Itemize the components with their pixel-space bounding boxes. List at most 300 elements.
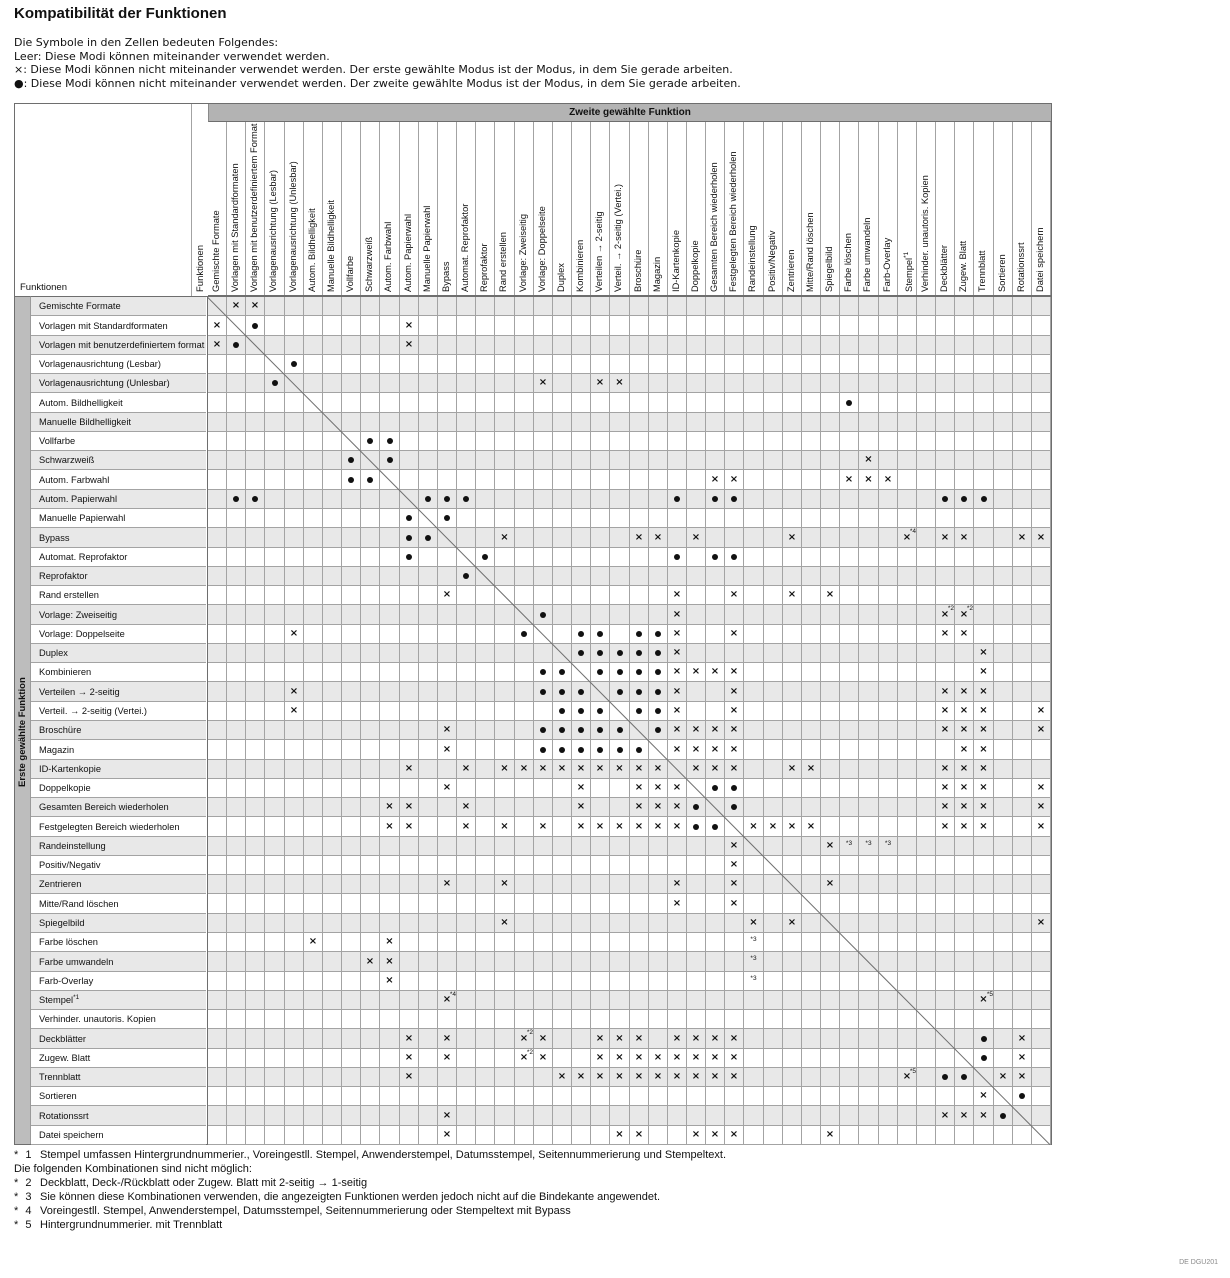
- matrix-cell: [361, 297, 380, 316]
- matrix-cell: [323, 1029, 342, 1049]
- matrix-cell: [879, 528, 898, 548]
- matrix-cell: [572, 856, 591, 875]
- matrix-cell: [515, 1106, 534, 1126]
- incompatible-dot-mark: [444, 496, 450, 502]
- matrix-cell: [840, 1049, 859, 1068]
- matrix-cell: [610, 451, 630, 470]
- matrix-cell: [419, 721, 438, 740]
- matrix-cell: [515, 721, 534, 740]
- matrix-cell: [994, 413, 1013, 432]
- matrix-cell: [649, 1126, 668, 1145]
- matrix-cell: [936, 490, 955, 509]
- incompatible-x-mark: ×: [672, 705, 682, 716]
- column-header-label: Broschüre: [633, 249, 643, 292]
- matrix-cell: [361, 798, 380, 817]
- incompatible-dot-mark: [559, 708, 565, 714]
- matrix-cell: [534, 914, 553, 933]
- row-header: [31, 336, 206, 355]
- matrix-cell: [917, 625, 936, 644]
- matrix-cell: [323, 528, 342, 548]
- matrix-cell: [879, 1049, 898, 1068]
- incompatible-x-mark: ×: [749, 820, 758, 832]
- matrix-cell: [917, 297, 936, 316]
- matrix-cell: [304, 336, 323, 355]
- column-header: [898, 122, 917, 295]
- incompatible-dot-mark: [636, 747, 642, 753]
- row-header-label: Trennblatt: [39, 1072, 81, 1082]
- matrix-cell: [706, 567, 725, 586]
- matrix-cell: [380, 413, 400, 432]
- column-header-label: Gesamten Bereich wiederholen: [709, 162, 719, 292]
- matrix-cell: [783, 355, 802, 374]
- incompatible-x-mark: ×: [500, 531, 509, 543]
- matrix-cell: [802, 509, 821, 528]
- matrix-cell: [744, 316, 764, 336]
- column-header-label: Positiv/Negativ: [767, 230, 777, 292]
- matrix-cell: [285, 779, 304, 798]
- matrix-cell: [591, 509, 610, 528]
- matrix-cell: [285, 856, 304, 875]
- matrix-cell: [400, 509, 419, 528]
- incompatible-dot-mark: [425, 535, 431, 541]
- matrix-cell: [725, 721, 744, 740]
- matrix-cell: [534, 586, 553, 605]
- matrix-cell: [285, 393, 304, 413]
- row-header: [31, 355, 206, 374]
- matrix-cell: [534, 1049, 553, 1068]
- matrix-cell: [994, 1049, 1013, 1068]
- matrix-cell: [668, 605, 687, 625]
- matrix-cell: [572, 837, 591, 856]
- matrix-cell: [457, 1106, 476, 1126]
- matrix-cell: [687, 798, 706, 817]
- matrix-cell: [591, 451, 610, 470]
- matrix-cell: [553, 336, 572, 355]
- row-header: [31, 586, 206, 605]
- matrix-cell: [725, 914, 744, 933]
- matrix-cell: [457, 1029, 476, 1049]
- matrix-cell: [265, 779, 285, 798]
- matrix-cell: [859, 682, 879, 702]
- matrix-cell: [380, 682, 400, 702]
- matrix-cell: [553, 972, 572, 991]
- matrix-cell: [476, 1087, 495, 1106]
- matrix-cell: [898, 1126, 917, 1145]
- matrix-cell: [706, 1126, 725, 1145]
- matrix-cell: [323, 548, 342, 567]
- matrix-cell: [764, 779, 783, 798]
- footnote: * 1 Stempel umfassen Hintergrundnummerier., Voreingestll. Stempel, Anwenderstempel, Datumsstempel, Seitennummerierung und Stempeltext.: [14, 1149, 727, 1161]
- column-header: [572, 122, 591, 295]
- footnote-ref: *4: [909, 528, 916, 535]
- matrix-cell: [687, 413, 706, 432]
- matrix-cell: [821, 509, 840, 528]
- matrix-cell: [955, 1106, 974, 1126]
- incompatible-x-mark: ×: [787, 589, 797, 600]
- matrix-cell: [457, 760, 476, 779]
- matrix-cell: [706, 393, 725, 413]
- matrix-cell: [1032, 432, 1051, 451]
- matrix-cell: [342, 760, 361, 779]
- matrix-cell: [802, 625, 821, 644]
- matrix-cell: [457, 1049, 476, 1068]
- incompatible-x-mark: ×: [710, 1129, 720, 1140]
- column-header: [649, 122, 668, 295]
- incompatible-x-mark: ×: [787, 820, 797, 832]
- matrix-cell: [744, 355, 764, 374]
- matrix-cell: [630, 413, 649, 432]
- matrix-cell: [610, 1010, 630, 1029]
- matrix-cell: [821, 702, 840, 721]
- matrix-cell: [783, 779, 802, 798]
- matrix-cell: [438, 972, 457, 991]
- matrix-cell: [304, 856, 323, 875]
- incompatible-dot-mark: [406, 535, 412, 541]
- matrix-cell: [457, 740, 476, 760]
- matrix-cell: [879, 760, 898, 779]
- matrix-cell: [668, 682, 687, 702]
- matrix-cell: [783, 1010, 802, 1029]
- matrix-cell: [342, 548, 361, 567]
- matrix-cell: [630, 644, 649, 663]
- matrix-cell: [802, 856, 821, 875]
- matrix-cell: [591, 567, 610, 586]
- row-header-label: Zentrieren: [39, 879, 82, 889]
- matrix-cell: [208, 1106, 227, 1126]
- matrix-cell: [246, 740, 265, 760]
- matrix-cell: [380, 336, 400, 355]
- matrix-cell: [553, 528, 572, 548]
- matrix-cell: [764, 933, 783, 952]
- matrix-cell: [744, 1029, 764, 1049]
- matrix-cell: [687, 663, 706, 682]
- incompatible-x-mark: ×: [404, 1032, 414, 1044]
- matrix-cell: [227, 490, 246, 509]
- incompatible-x-mark: ×: [595, 1071, 605, 1082]
- matrix-cell: [821, 1029, 840, 1049]
- incompatible-dot-mark: [272, 380, 278, 386]
- incompatible-x-mark: ×: [1036, 917, 1046, 928]
- matrix-cell: [400, 548, 419, 567]
- matrix-cell: [208, 894, 227, 914]
- matrix-cell: [764, 972, 783, 991]
- matrix-cell: [974, 856, 994, 875]
- matrix-cell: [974, 1029, 994, 1049]
- matrix-cell: [265, 1068, 285, 1087]
- matrix-cell: [840, 413, 859, 432]
- incompatible-x-mark: ×: [959, 1109, 969, 1121]
- matrix-cell: [840, 336, 859, 355]
- matrix-cell: [438, 451, 457, 470]
- row-header: [31, 470, 206, 490]
- matrix-cell: [706, 490, 725, 509]
- matrix-cell: [419, 1068, 438, 1087]
- matrix-cell: [840, 586, 859, 605]
- matrix-cell: [610, 1029, 630, 1049]
- row-header: [31, 817, 206, 837]
- matrix-cell: [898, 952, 917, 972]
- matrix-cell: [323, 798, 342, 817]
- matrix-cell: [744, 470, 764, 490]
- matrix-cell: [821, 1087, 840, 1106]
- matrix-cell: [495, 856, 515, 875]
- matrix-cell: [534, 374, 553, 393]
- matrix-cell: [1013, 702, 1032, 721]
- incompatible-x-mark: ×: [1017, 531, 1027, 543]
- matrix-cell: [419, 856, 438, 875]
- incompatible-x-mark: ×: [979, 666, 988, 677]
- matrix-cell: [380, 586, 400, 605]
- matrix-cell: [649, 875, 668, 894]
- matrix-cell: [783, 336, 802, 355]
- matrix-cell: [515, 952, 534, 972]
- row-header: [31, 663, 206, 682]
- matrix-cell: [974, 586, 994, 605]
- incompatible-x-mark: ×: [1036, 782, 1046, 793]
- matrix-cell: [515, 682, 534, 702]
- matrix-cell: [572, 644, 591, 663]
- matrix-cell: [687, 393, 706, 413]
- incompatible-x-mark: ×: [959, 782, 969, 793]
- matrix-cell: [246, 374, 265, 393]
- matrix-cell: [246, 663, 265, 682]
- matrix-cell: [208, 393, 227, 413]
- matrix-cell: [361, 721, 380, 740]
- matrix-cell: [1013, 336, 1032, 355]
- matrix-cell: [974, 644, 994, 663]
- matrix-cell: [630, 952, 649, 972]
- column-header: [227, 122, 246, 295]
- matrix-cell: [323, 451, 342, 470]
- matrix-cell: [553, 316, 572, 336]
- matrix-cell: [859, 914, 879, 933]
- matrix-cell: [687, 586, 706, 605]
- matrix-cell: [917, 490, 936, 509]
- matrix-cell: [323, 856, 342, 875]
- matrix-cell: [400, 798, 419, 817]
- matrix-cell: [649, 548, 668, 567]
- column-header-label: Kombinieren: [575, 239, 585, 292]
- matrix-cell: [361, 644, 380, 663]
- matrix-cell: [917, 451, 936, 470]
- matrix-cell: [342, 490, 361, 509]
- matrix-cell: [361, 432, 380, 451]
- matrix-cell: [285, 760, 304, 779]
- matrix-cell: [534, 952, 553, 972]
- incompatible-x-mark: ×: [576, 1071, 586, 1082]
- incompatible-x-mark: ×: [940, 685, 950, 697]
- matrix-cell: [304, 1106, 323, 1126]
- matrix-cell: [572, 1087, 591, 1106]
- matrix-cell: [400, 817, 419, 837]
- column-header: [994, 122, 1013, 295]
- incompatible-x-mark: ×: [576, 801, 586, 812]
- matrix-cell: [917, 702, 936, 721]
- matrix-cell: [859, 991, 879, 1010]
- matrix-cell: [553, 355, 572, 374]
- incompatible-x-mark: ×: [729, 878, 739, 889]
- incompatible-dot-mark: [559, 689, 565, 695]
- matrix-cell: [783, 702, 802, 721]
- column-header-label: Doppelkopie: [690, 240, 700, 292]
- row-header-label: Rand erstellen: [39, 590, 99, 600]
- matrix-cell: [227, 702, 246, 721]
- matrix-cell: [419, 1029, 438, 1049]
- matrix-cell: [476, 894, 495, 914]
- matrix-cell: [668, 798, 687, 817]
- matrix-cell: [974, 798, 994, 817]
- matrix-cell: [265, 586, 285, 605]
- row-header-label: Automat. Reprofaktor: [39, 552, 128, 562]
- matrix-cell: [764, 432, 783, 451]
- matrix-cell: [227, 1010, 246, 1029]
- matrix-cell: [246, 605, 265, 625]
- matrix-cell: [630, 393, 649, 413]
- matrix-cell: [898, 393, 917, 413]
- matrix-cell: [227, 972, 246, 991]
- footnote-3-ref: *3: [884, 840, 892, 847]
- matrix-cell: [419, 779, 438, 798]
- matrix-cell: [323, 837, 342, 856]
- column-header: [630, 122, 649, 295]
- matrix-cell: [821, 817, 840, 837]
- matrix-cell: [821, 760, 840, 779]
- matrix-cell: [802, 586, 821, 605]
- matrix-cell: [1032, 336, 1051, 355]
- matrix-cell: [630, 875, 649, 894]
- matrix-cell: [495, 470, 515, 490]
- matrix-cell: [783, 586, 802, 605]
- matrix-cell: [438, 509, 457, 528]
- column-header-label: Stempel$^{*1}$: [903, 251, 915, 292]
- matrix-cell: [898, 663, 917, 682]
- matrix-cell: [265, 875, 285, 894]
- column-header-label: Vorlage: Zweiseitig: [518, 213, 528, 292]
- matrix-cell: [994, 605, 1013, 625]
- incompatible-dot-mark: [387, 438, 393, 444]
- incompatible-dot-mark: [636, 708, 642, 714]
- column-header: [380, 122, 400, 295]
- incompatible-x-mark: ×: [844, 473, 854, 485]
- matrix-cell: [668, 1087, 687, 1106]
- incompatible-dot-mark: [463, 496, 469, 502]
- matrix-cell: [438, 413, 457, 432]
- matrix-cell: [706, 933, 725, 952]
- matrix-cell: [687, 817, 706, 837]
- matrix-cell: [725, 528, 744, 548]
- matrix-cell: [572, 470, 591, 490]
- matrix-cell: [227, 586, 246, 605]
- matrix-cell: [476, 952, 495, 972]
- matrix-cell: [610, 1049, 630, 1068]
- matrix-cell: [706, 625, 725, 644]
- column-header: [725, 122, 744, 295]
- matrix-cell: [879, 432, 898, 451]
- matrix-cell: [879, 721, 898, 740]
- matrix-cell: [553, 470, 572, 490]
- matrix-cell: [974, 991, 994, 1010]
- matrix-cell: [438, 1087, 457, 1106]
- matrix-cell: [265, 605, 285, 625]
- matrix-cell: [246, 817, 265, 837]
- matrix-cell: [840, 548, 859, 567]
- matrix-cell: [246, 355, 265, 374]
- matrix-cell: [802, 470, 821, 490]
- incompatible-x-mark: ×: [615, 763, 624, 774]
- column-header-label: Verhinder. unautoris. Kopien: [920, 175, 930, 292]
- matrix-cell: [917, 605, 936, 625]
- matrix-cell: [457, 355, 476, 374]
- matrix-cell: [495, 432, 515, 451]
- matrix-cell: [1032, 374, 1051, 393]
- matrix-cell: [821, 856, 840, 875]
- matrix-cell: [955, 875, 974, 894]
- matrix-cell: [706, 1068, 725, 1087]
- incompatible-dot-mark: [617, 727, 623, 733]
- compatibility-table: [14, 103, 1052, 1145]
- matrix-cell: [649, 1087, 668, 1106]
- matrix-cell: [898, 316, 917, 336]
- matrix-cell: [898, 490, 917, 509]
- matrix-cell: [304, 914, 323, 933]
- column-header: [879, 122, 898, 295]
- matrix-cell: [898, 972, 917, 991]
- matrix-cell: [400, 856, 419, 875]
- matrix-cell: [630, 798, 649, 817]
- row-header: [31, 875, 206, 894]
- column-header-label: Farbe löschen: [843, 233, 853, 292]
- matrix-cell: [610, 548, 630, 567]
- matrix-cell: [764, 470, 783, 490]
- matrix-cell: [879, 567, 898, 586]
- matrix-cell: [840, 682, 859, 702]
- matrix-cell: [572, 1068, 591, 1087]
- matrix-cell: [725, 355, 744, 374]
- matrix-cell: [515, 528, 534, 548]
- matrix-cell: [323, 933, 342, 952]
- incompatible-dot-mark: [617, 689, 623, 695]
- incompatible-x-mark: ×: [672, 820, 682, 832]
- matrix-cell: [955, 586, 974, 605]
- matrix-cell: [706, 837, 725, 856]
- matrix-cell: [1032, 470, 1051, 490]
- matrix-cell: [994, 721, 1013, 740]
- matrix-cell: [208, 336, 227, 355]
- matrix-cell: [955, 663, 974, 682]
- row-header: [31, 567, 206, 586]
- incompatible-dot-mark: [387, 457, 393, 463]
- row-header: [31, 1010, 206, 1029]
- matrix-cell: [974, 509, 994, 528]
- matrix-cell: [630, 894, 649, 914]
- matrix-cell: [400, 1049, 419, 1068]
- matrix-cell: [323, 682, 342, 702]
- matrix-cell: [572, 1029, 591, 1049]
- matrix-cell: [936, 856, 955, 875]
- matrix-cell: [744, 1068, 764, 1087]
- matrix-cell: [744, 1010, 764, 1029]
- matrix-cell: [380, 297, 400, 316]
- matrix-cell: [419, 316, 438, 336]
- incompatible-x-mark: ×: [365, 955, 375, 967]
- matrix-cell: [246, 625, 265, 644]
- row-header-label: Verteilen → 2-seitig: [39, 686, 120, 697]
- matrix-cell: [553, 1049, 572, 1068]
- matrix-cell: [1013, 605, 1032, 625]
- matrix-cell: [974, 817, 994, 837]
- matrix-cell: [246, 972, 265, 991]
- matrix-cell: [285, 702, 304, 721]
